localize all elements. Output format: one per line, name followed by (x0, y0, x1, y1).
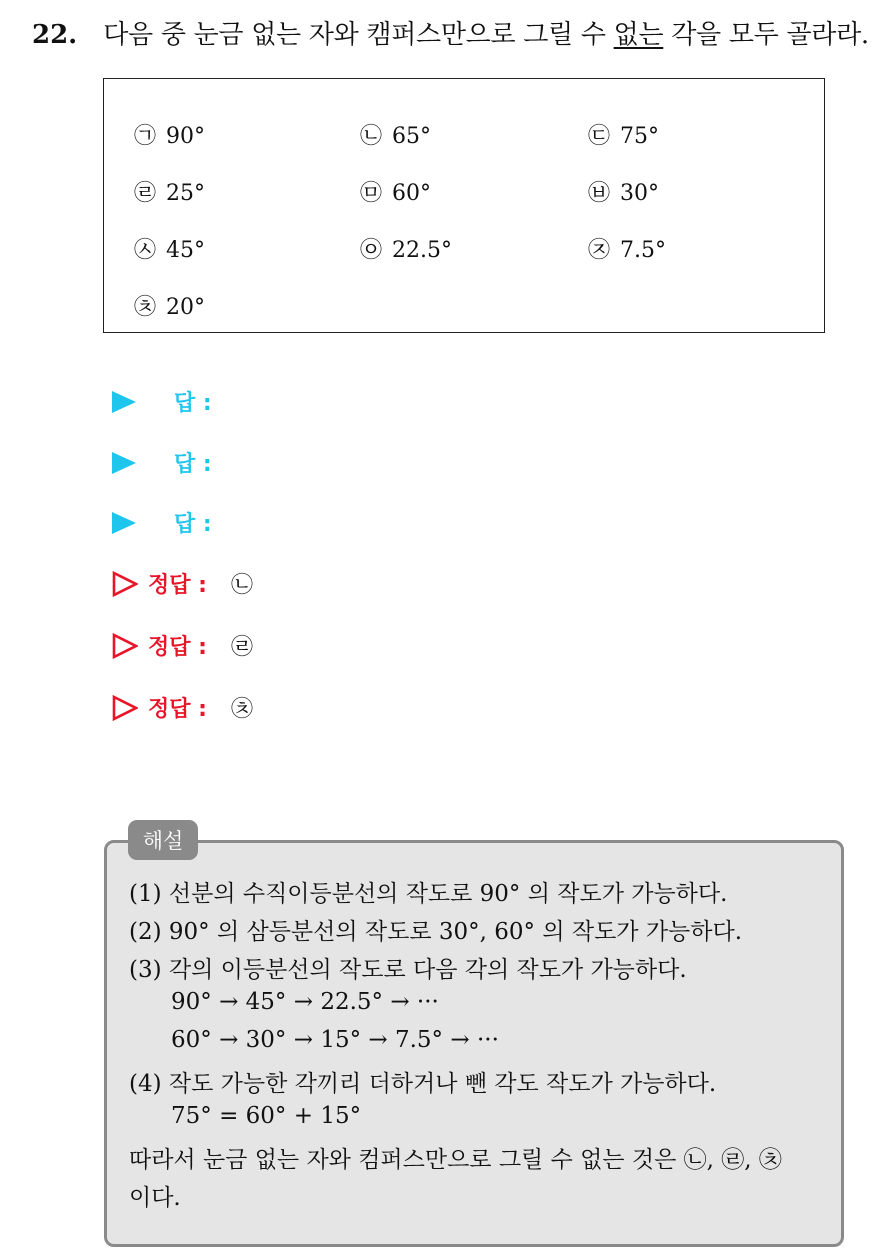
choice-mark: ㉠ (134, 124, 157, 149)
question (32, 14, 869, 51)
choice-mark: ㉢ (588, 124, 611, 149)
key-row (112, 692, 253, 723)
answer-label: 답 : (174, 391, 212, 416)
key-row (112, 568, 253, 599)
choice-mark: ㉨ (588, 238, 611, 263)
play-outline-icon (112, 695, 138, 721)
choice-item (134, 176, 205, 207)
choice-value: 75° (620, 124, 660, 149)
key-label: 정답 : (148, 697, 207, 722)
choice-item (588, 176, 659, 207)
explanation-line: (2) 90° 의 삼등분선의 작도로 30°, 60° 의 작도가 가능하다. (129, 919, 743, 945)
choices-box (103, 78, 825, 333)
choice-value: 65° (392, 124, 432, 149)
choice-value: 7.5° (620, 238, 667, 263)
explanation-line: (1) 선분의 수직이등분선의 작도로 90° 의 작도가 가능하다. (129, 881, 728, 907)
explanation-line: 이다. (129, 1185, 181, 1211)
key-value: ㉩ (230, 697, 253, 722)
choice-item (588, 233, 666, 264)
play-icon (112, 512, 136, 534)
explanation-tab: 해설 (128, 820, 198, 860)
answer-row (112, 447, 212, 478)
explanation-line: 90° → 45° → 22.5° → ··· (171, 989, 439, 1015)
question-text-before: 다음 중 눈금 없는 자와 캠퍼스만으로 그릴 수 (103, 20, 614, 50)
choice-item (360, 176, 431, 207)
choice-item (134, 119, 205, 150)
choice-item (360, 119, 431, 150)
answer-row (112, 386, 212, 417)
play-icon (112, 391, 136, 413)
explanation-line: 60° → 30° → 15° → 7.5° → ··· (171, 1027, 499, 1053)
choice-mark: ㉦ (134, 238, 157, 263)
explanation-box (104, 840, 844, 1247)
choice-value: 30° (620, 181, 660, 206)
play-outline-icon (112, 571, 138, 597)
play-icon (112, 452, 136, 474)
key-label: 정답 : (148, 573, 207, 598)
explanation-line: (4) 작도 가능한 각끼리 더하거나 뺀 각도 작도가 가능하다. (129, 1071, 717, 1097)
choice-mark: ㉣ (134, 181, 157, 206)
choice-item (360, 233, 452, 264)
question-text-underlined: 없는 (613, 20, 664, 50)
question-text (103, 20, 869, 50)
explanation-line: 75° = 60° + 15° (171, 1103, 362, 1129)
answer-row (112, 507, 212, 538)
key-value: ㉣ (230, 635, 253, 660)
choice-value: 22.5° (392, 238, 452, 263)
explanation-line: 따라서 눈금 없는 자와 컴퍼스만으로 그릴 수 없는 것은 ㉡, ㉣, ㉩ (129, 1147, 782, 1173)
answer-label: 답 : (174, 452, 212, 477)
key-value: ㉡ (230, 573, 253, 598)
choice-mark: ㉧ (360, 238, 383, 263)
choice-item (134, 290, 205, 321)
choice-mark: ㉩ (134, 295, 157, 320)
explanation-line: (3) 각의 이등분선의 작도로 다음 각의 작도가 가능하다. (129, 957, 687, 983)
choice-mark: ㉤ (360, 181, 383, 206)
choice-value: 20° (166, 295, 206, 320)
choice-mark: ㉥ (588, 181, 611, 206)
key-label: 정답 : (148, 635, 207, 660)
choice-value: 60° (392, 181, 432, 206)
key-row (112, 630, 253, 661)
choice-value: 25° (166, 181, 206, 206)
choice-item (134, 233, 205, 264)
question-text-after: 각을 모두 골라라. (663, 20, 869, 50)
choice-value: 45° (166, 238, 206, 263)
choice-mark: ㉡ (360, 124, 383, 149)
play-outline-icon (112, 633, 138, 659)
choice-value: 90° (166, 124, 206, 149)
question-number: 22. (32, 20, 78, 50)
answer-label: 답 : (174, 512, 212, 537)
choice-item (588, 119, 659, 150)
